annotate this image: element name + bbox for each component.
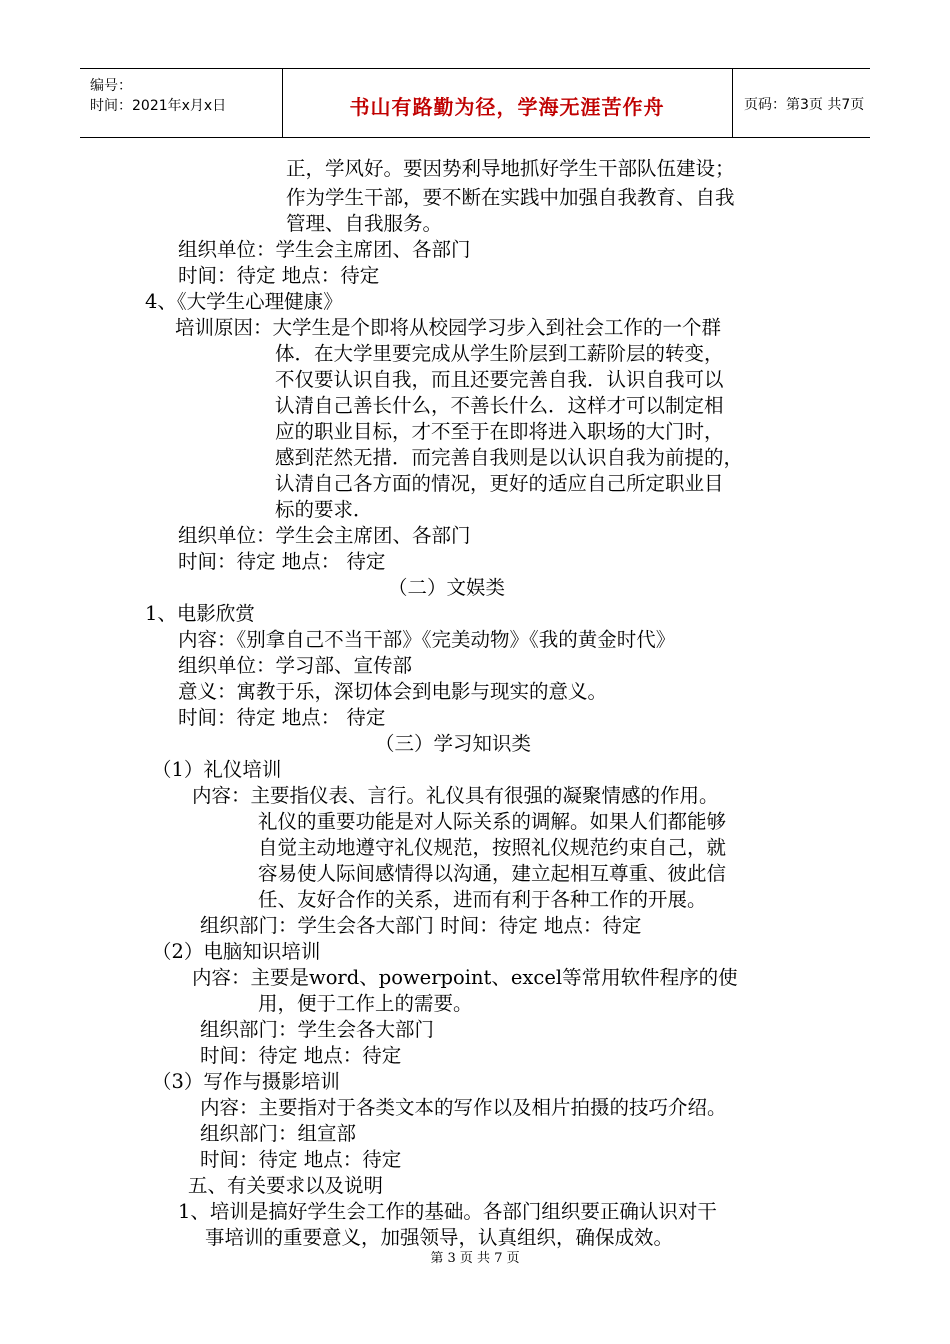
text-line: 内容：主要指对于各类文本的写作以及相片拍摄的技巧介绍。	[200, 1096, 727, 1119]
text-line: 自觉主动地遵守礼仪规范，按照礼仪规范约束自己，就	[258, 836, 727, 859]
text-line: 意义：寓教于乐，深切体会到电影与现实的意义。	[178, 680, 608, 703]
text-line: 容易使人际间感情得以沟通，建立起相互尊重、彼此信	[258, 862, 727, 885]
text-line: 管理、自我服务。	[286, 212, 443, 235]
text-line: 组织单位：学习部、宣传部	[178, 654, 413, 677]
header-page-cell	[732, 69, 870, 137]
section-heading: 1、电影欣赏	[145, 602, 255, 625]
section-heading: 五、有关要求以及说明	[188, 1174, 384, 1197]
text-line: 任、友好合作的关系，进而有利于各种工作的开展。	[258, 888, 707, 911]
header-date: 时间：2021年x月x日	[90, 98, 227, 114]
text-line: 时间：待定 地点：待定	[178, 264, 380, 287]
text-line: 1、培训是搞好学生会工作的基础。各部门组织要正确认识对干	[178, 1200, 717, 1223]
text-line: 事培训的重要意义，加强领导，认真组织，确保成效。	[205, 1226, 674, 1249]
text-line: 认清自己善长什么，不善长什么．这样才可以制定相	[275, 394, 724, 417]
section-heading: （1）礼仪培训	[152, 758, 282, 781]
header-page-number: 页码：第3页 共7页	[744, 97, 865, 113]
header-motto: 书山有路勤为径，学海无涯苦作舟	[349, 95, 665, 119]
header-number: 编号：	[90, 78, 132, 94]
text-line: 不仅要认识自我，而且还要完善自我．认识自我可以	[275, 368, 724, 391]
text-line: 组织单位：学生会主席团、各部门	[178, 524, 471, 547]
text-line: 标的要求．	[275, 498, 373, 521]
text-line: 组织部门：组宣部	[200, 1122, 357, 1145]
text-line: 组织部门：学生会各大部门	[200, 1018, 435, 1041]
text-line: 时间：待定 地点：待定	[200, 1044, 402, 1067]
header-motto-cell	[282, 69, 733, 137]
text-line: 时间：待定 地点： 待定	[178, 706, 386, 729]
text-line: 感到茫然无措．而完善自我则是以认识自我为前提的，	[275, 446, 744, 469]
text-line: 应的职业目标，才不至于在即将进入职场的大门时，	[275, 420, 724, 443]
text-line: 正，学风好。要因势利导地抓好学生干部队伍建设；	[286, 157, 735, 180]
text-line: 内容：主要指仪表、言行。礼仪具有很强的凝聚情感的作用。	[192, 784, 719, 807]
section-heading: （三）学习知识类	[375, 732, 532, 755]
text-line: 体．在大学里要完成从学生阶层到工薪阶层的转变，	[275, 342, 724, 365]
page-footer: 第 3 页 共 7 页	[430, 1251, 520, 1266]
section-heading: （2）电脑知识培训	[152, 940, 321, 963]
text-line: 内容：《别拿自己不当干部》《完美动物》《我的黄金时代》	[178, 628, 676, 651]
text-line: 认清自己各方面的情况，更好的适应自己所定职业目	[275, 472, 724, 495]
text-line: 时间：待定 地点： 待定	[178, 550, 386, 573]
text-line: 作为学生干部，要不断在实践中加强自我教育、自我	[286, 186, 735, 209]
text-line: 培训原因：大学生是个即将从校园学习步入到社会工作的一个群	[175, 316, 722, 339]
section-heading: 4、《大学生心理健康》	[145, 290, 343, 313]
section-heading: （3）写作与摄影培训	[152, 1070, 340, 1093]
section-heading: （二）文娱类	[388, 576, 506, 599]
text-line: 组织部门：学生会各大部门 时间：待定 地点：待定	[200, 914, 642, 937]
text-line: 组织单位：学生会主席团、各部门	[178, 238, 471, 261]
page-header	[80, 68, 870, 138]
text-line: 礼仪的重要功能是对人际关系的调解。如果人们都能够	[258, 810, 727, 833]
text-line: 时间：待定 地点：待定	[200, 1148, 402, 1171]
text-line: 内容：主要是word、powerpoint、excel等常用软件程序的使	[192, 966, 738, 989]
text-line: 用，便于工作上的需要。	[258, 992, 473, 1015]
header-meta-cell	[80, 69, 283, 137]
